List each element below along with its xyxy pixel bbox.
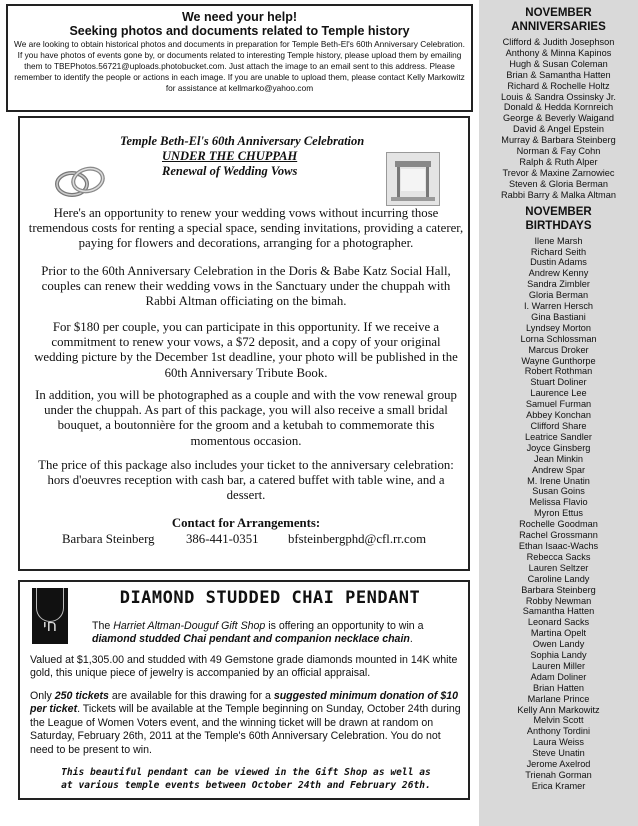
birthday-entry: Ethan Isaac-Wachs [518,540,599,551]
birthday-entry: Lorna Schlossman [520,333,597,344]
contact-phone: 386-441-0351 [186,532,259,546]
anniversary-entry: George & Beverly Waigand [503,113,614,124]
help-subtitle: Seeking photos and documents related to Temple history [69,24,410,38]
birthday-entry: Marlane Prince [527,693,590,704]
anniversary-entry: Clifford & Judith Josephson [502,37,615,47]
anniversary-entry: Louis & Sandra Ossinsky Jr. [501,91,616,102]
sidebar [479,0,638,826]
chuppah-paragraph-5: The price of this package also includes your ticket to the anniversary celebration: hors d'oeuvres reception with cash bar, a catered buffet with table wine, and a dessert. [38,458,454,503]
chuppah-heading [120,134,380,179]
chuppah-article-box [18,116,470,571]
birthday-entry: Stuart Doliner [530,377,587,388]
pendant-intro-text: The [92,620,114,632]
birthday-entry: Gloria Berman [528,290,589,301]
birthday-entry: Laura Weiss [533,737,584,748]
pendant-footer-line2: at various temple events between October 24th and February 26th. [61,780,431,791]
pendant-tickets-paragraph [30,690,462,757]
birthday-entry: Sophia Landy [530,650,587,661]
birthday-entry: Steve Unatin [532,748,585,759]
birthday-entry: Robert Rothman [524,366,593,377]
help-body: We are looking to obtain historical photos and documents in preparation for Temple Beth-El's 60th Anniversary Celebration. If you have photos of events gone by, or documents related to interesting Temple history, please upload them by emailing them to TBEPhotos.56721@uploads.photobucket.com. Just attach the image to an email sent to this address. Please remember to identify the people or actions in each image. If you are unable to upload them, please contact Kelly Markowitz for assistance at kellmarko@yahoo.com [14,39,465,93]
birthday-entry: Erica Kramer [531,780,586,791]
pendant-item-name: diamond studded Chai pendant and companion necklace chain [92,633,410,646]
birthday-entry: Melvin Scott [533,715,584,726]
help-notice-box [6,4,473,112]
anniversary-entry: Brian & Samantha Hatten [506,69,611,80]
chuppah-heading-line3: Renewal of Wedding Vows [162,164,298,178]
help-title: We need your help! [181,10,298,24]
birthday-entry: Joyce Ginsberg [526,442,591,453]
anniversary-entry: Norman & Fay Cohn [516,146,601,157]
birthday-entry: Andrew Spar [531,464,586,475]
birthday-entry: Lauren Seltzer [528,562,589,573]
pendant-footer-line1: This beautiful pendant can be viewed in the Gift Shop as well as [61,767,431,778]
pendant-footer [30,766,462,792]
pendant-intro [92,620,462,647]
birthday-entry: Jean Minkin [533,453,584,464]
birthdays-heading-line2: BIRTHDAYS [525,219,592,232]
birthday-entry: Ilene Marsh [534,235,583,246]
tickets-text-3: . Tickets will be available at the Temple beginning on Sunday, October 24th during the League of Women Voters event, and the winning ticket will be drawn at random on Saturday, February 26th, 2011 at the Temple's 60th Anniversary Celebration. You do not need to be present to win. [30,703,461,756]
birthday-entry: Adam Doliner [530,671,587,682]
contact-name: Barbara Steinberg [62,532,155,546]
anniversary-entry: Donald & Hedda Kornreich [503,102,614,113]
birthday-entry: Martina Opelt [530,628,587,639]
birthday-entry: Andrew Kenny [528,268,589,279]
anniversary-entry: Murray & Barbara Steinberg [501,135,616,146]
birthday-entry: Owen Landy [532,639,585,650]
birthday-entry: Lyndsey Morton [525,322,592,333]
anniversary-entry: Rabbi Barry & Malka Altman [501,189,616,200]
anniversary-entry: Steven & Gloria Berman [508,178,609,189]
anniversaries-list [479,37,638,201]
birthday-entry: Robby Newman [525,595,592,606]
birthdays-list [479,236,638,792]
chuppah-heading-line2: UNDER THE CHUPPAH [162,149,298,163]
chuppah-photo [386,152,440,206]
contact-title: Contact for Arrangements: [171,516,321,530]
birthday-entry: Richard Seith [530,246,587,257]
anniversary-entry: David & Angel Epstein [513,124,604,135]
birthdays-heading-line1: NOVEMBER [525,205,592,218]
anniversary-entry: Richard & Rochelle Holtz [507,80,610,91]
anniversary-entry: Hugh & Susan Coleman [509,58,608,69]
birthday-entry: Samuel Furman [525,399,592,410]
birthday-entry: Jerome Axelrod [526,759,591,770]
birthday-entry: Gina Bastiani [531,311,586,322]
birthday-entry: Dustin Adams [530,257,587,268]
pendant-value-paragraph: Valued at $1,305.00 and studded with 49 Gemstone grade diamonds mounted in 14K white gold, this unique piece of jewelry is accompanied by an official appraisal. [30,654,458,680]
birthday-entry: Laurence Lee [530,388,587,399]
chai-symbol-icon: חי [42,616,58,635]
birthday-entry: Rochelle Goodman [519,519,598,530]
birthday-entry: M. Irene Unatin [527,475,590,486]
chuppah-paragraph-3: For $180 per couple, you can participate in this opportunity. If we receive a commitment to renew your vows, a $72 deposit, and a copy of your original wedding picture by the December 1st deadline, your photo will be published in the 60th Anniversary Tribute Book. [34,320,458,380]
birthday-entry: Melissa Flavio [529,497,588,508]
birthday-entry: Susan Goins [532,486,585,497]
birthday-entry: Clifford Share [530,421,587,431]
birthday-entry: Kelly Ann Markowitz [517,704,600,715]
birthday-entry: Trienah Gorman [525,770,592,780]
anniversary-entry: Trevor & Maxine Zarnowiec [502,167,615,178]
birthday-entry: Rebecca Sacks [526,551,591,562]
tickets-text-2: are available for this drawing for a [108,690,274,702]
birthday-entry: Myron Ettus [533,508,583,519]
donation-amount: suggested minimum donation of $10 per ticket [30,690,459,716]
chuppah-paragraph-4: In addition, you will be photographed as a couple and with the vow renewal group under the chuppah. As part of this package, you will also receive a small bridal bouquet, a boutonnière for the groom and a ketubah to commemorate this momentous occasion. [35,388,457,448]
birthday-entry: Anthony Tordini [526,726,591,737]
anniversary-entry: Anthony & Minna Kapinos [505,47,612,58]
contact-email: bfsteinbergphd@cfl.rr.com [288,532,427,546]
birthday-entry: Abbey Konchan [526,410,591,421]
pendant-article-box [18,580,470,800]
pendant-title: DIAMOND STUDDED CHAI PENDANT [119,588,421,608]
birthday-entry: Marcus Droker [528,344,589,355]
birthday-entry: Leatrice Sandler [525,431,592,442]
birthday-entry: Rachel Grossmann [519,530,598,541]
birthday-entry: Sandra Zimbler [527,279,590,290]
birthday-entry: Wayne Gunthorpe [521,355,596,366]
tickets-count: 250 tickets [54,690,109,702]
chuppah-paragraph-1: Here's an opportunity to renew your wedding vows without incurring those tremendous costs for renting a special space, sending invitations, providing a caterer, paying for flowers and decorations, arranging for a photographer. [28,206,464,251]
pendant-intro-text-2: is offering an opportunity to win a [265,620,424,632]
tickets-text: Only [30,690,55,702]
birthday-entry: Barbara Steinberg [521,584,596,595]
birthday-entry: Leonard Sacks [527,617,590,628]
chuppah-paragraph-2: Prior to the 60th Anniversary Celebration in the Doris & Babe Katz Social Hall, couples can renew their wedding vows in the Sanctuary under the chuppah with Rabbi Altman officiating on the bimah. [41,264,451,309]
wedding-rings-icon [52,160,108,204]
pendant-intro-end: . [409,633,413,646]
birthday-entry: I. Warren Hersch [523,301,594,312]
chuppah-heading-line1: Temple Beth-El's 60th Anniversary Celebration [120,134,365,148]
gift-shop-name: Harriet Altman-Douguf Gift Shop [113,620,266,632]
birthday-entry: Brian Hatten [532,682,585,693]
birthday-entry: Lauren Miller [531,660,586,671]
birthday-entry: Samantha Hatten [522,606,595,617]
anniversaries-heading-line1: NOVEMBER [525,7,592,19]
birthday-entry: Caroline Landy [527,573,590,584]
anniversary-entry: Ralph & Ruth Alper [519,156,598,167]
anniversaries-heading-line2: ANNIVERSARIES [511,21,606,33]
